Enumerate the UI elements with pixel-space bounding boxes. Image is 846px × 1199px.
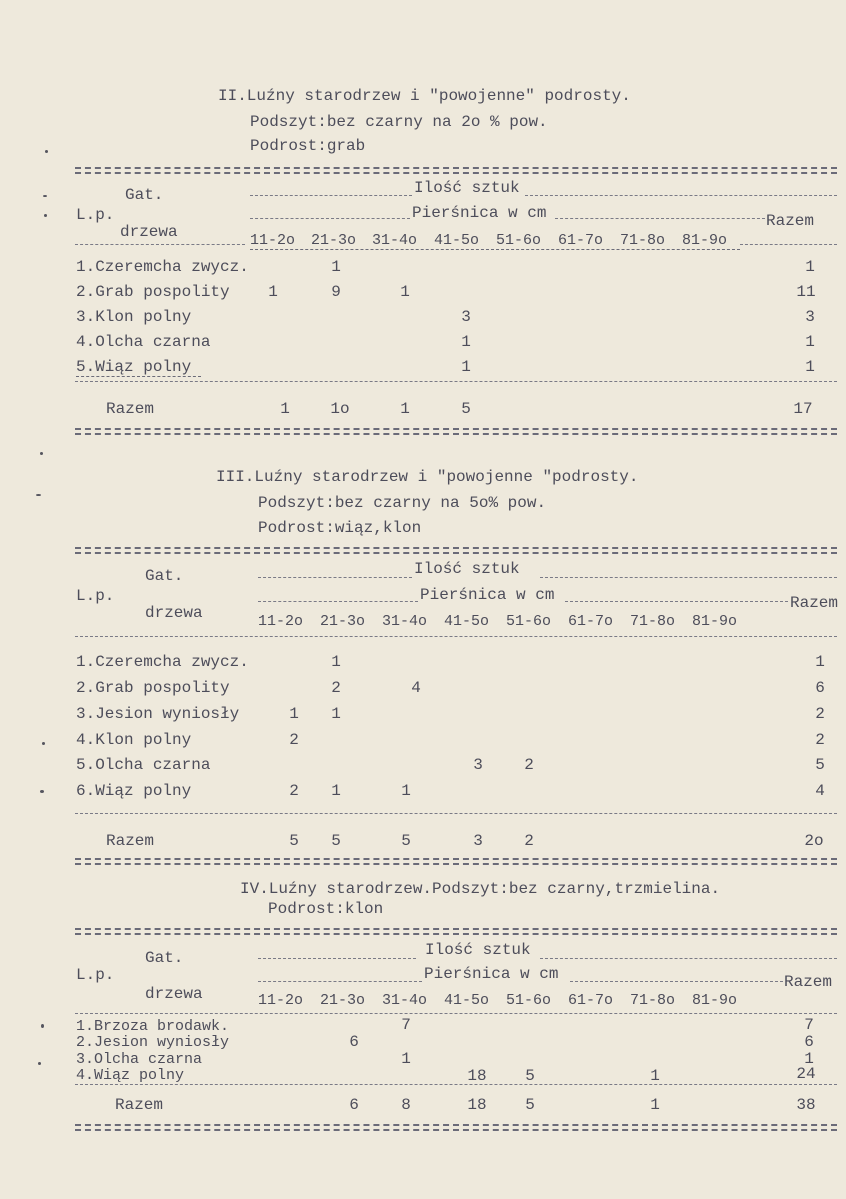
table-cell: 1 <box>331 782 341 800</box>
section-iii-podszyt: Podszyt:bez czarny na 5o% pow. <box>258 494 547 512</box>
section-ii-title: II.Luźny starodrzew i "powojenne" podrosty. <box>218 87 631 105</box>
header-class-7: 71-8o <box>630 613 676 630</box>
section-iii-podrost: Podrost:wiąz,klon <box>258 519 422 537</box>
table-row-name: 3.Jesion wyniosły <box>76 705 240 723</box>
table-row-name: 1.Czeremcha zwycz. <box>76 258 249 276</box>
header-gat: Gat. <box>125 186 164 204</box>
header-class-2: 21-3o <box>320 613 366 630</box>
header-razem: Razem <box>790 594 839 612</box>
header-class-8: 81-9o <box>692 613 738 630</box>
header-class-1: 11-2o <box>250 232 296 249</box>
table-cell-total: 1 <box>805 333 815 351</box>
table-cell: 1 <box>650 1067 660 1085</box>
table-cell-total: 24 <box>796 1065 816 1083</box>
header-class-5: 51-6o <box>506 613 552 630</box>
double-rule <box>75 167 837 174</box>
sum-cell: 1 <box>280 400 290 418</box>
header-gat: Gat. <box>145 949 184 967</box>
sum-cell: 5 <box>331 832 341 850</box>
table-cell-total: 1 <box>805 358 815 376</box>
sum-cell: 18 <box>467 1096 487 1114</box>
header-drzewa: drzewa <box>145 985 203 1003</box>
table-cell-total: 4 <box>815 782 825 800</box>
sum-label: Razem <box>106 400 155 418</box>
table-cell: 1 <box>401 1050 411 1068</box>
table-cell: 1 <box>461 333 471 351</box>
header-ilosc: Ilość sztuk <box>414 179 520 197</box>
double-rule <box>75 547 837 554</box>
ink-speck <box>44 214 47 217</box>
header-class-4: 41-5o <box>444 992 490 1009</box>
table-cell: 18 <box>467 1067 487 1085</box>
sum-label: Razem <box>106 832 155 850</box>
table-row-name: 3.Klon polny <box>76 308 192 326</box>
table-cell: 1 <box>268 283 278 301</box>
table-cell: 6 <box>349 1033 359 1051</box>
table-cell: 1 <box>400 283 410 301</box>
sum-cell: 2 <box>524 832 534 850</box>
double-rule <box>75 1124 837 1131</box>
table-cell: 3 <box>461 308 471 326</box>
table-cell: 1 <box>331 653 341 671</box>
sum-cell: 1o <box>330 400 350 418</box>
header-class-6: 61-7o <box>568 992 614 1009</box>
table-cell-total: 1 <box>805 258 815 276</box>
sum-cell: 3 <box>473 832 483 850</box>
table-cell-total: 1 <box>804 1050 814 1068</box>
header-class-8: 81-9o <box>692 992 738 1009</box>
table-cell-total: 5 <box>815 756 825 774</box>
table-cell: 3 <box>473 756 483 774</box>
header-gat: Gat. <box>145 567 184 585</box>
double-rule <box>75 928 837 935</box>
table-cell: 2 <box>289 731 299 749</box>
table-cell: 2 <box>524 756 534 774</box>
ink-speck <box>36 494 41 496</box>
sum-cell: 5 <box>525 1096 535 1114</box>
header-ilosc: Ilość sztuk <box>425 941 531 959</box>
header-class-2: 21-3o <box>320 992 366 1009</box>
header-lp: L.p. <box>76 587 115 605</box>
table-cell: 1 <box>331 705 341 723</box>
header-ilosc: Ilość sztuk <box>414 560 520 578</box>
table-cell-total: 6 <box>804 1033 814 1051</box>
ink-speck <box>38 1062 41 1065</box>
header-lp: L.p. <box>76 206 115 224</box>
header-class-2: 21-3o <box>311 232 357 249</box>
table-row-name: 2.Grab pospolity <box>76 679 230 697</box>
sum-cell: 1 <box>400 400 410 418</box>
table-cell-total: 7 <box>804 1016 814 1034</box>
table-cell-total: 11 <box>796 283 816 301</box>
header-class-4: 41-5o <box>434 232 480 249</box>
table-cell-total: 2 <box>815 705 825 723</box>
table-cell: 7 <box>401 1016 411 1034</box>
header-drzewa: drzewa <box>145 604 203 622</box>
header-class-5: 51-6o <box>496 232 542 249</box>
table-row-name: 4.Wiąz polny <box>76 1067 185 1084</box>
sum-label: Razem <box>115 1096 164 1114</box>
header-class-7: 71-8o <box>620 232 666 249</box>
table-row-name: 1.Brzoza brodawk. <box>76 1018 230 1035</box>
table-cell-total: 1 <box>815 653 825 671</box>
header-class-1: 11-2o <box>258 613 304 630</box>
header-class-8: 81-9o <box>682 232 728 249</box>
sum-cell: 5 <box>461 400 471 418</box>
table-cell-total: 6 <box>815 679 825 697</box>
header-class-4: 41-5o <box>444 613 490 630</box>
table-row-name: 2.Grab pospolity <box>76 283 230 301</box>
table-row-name: 4.Klon polny <box>76 731 192 749</box>
sum-cell: 1 <box>650 1096 660 1114</box>
table-row-name: 1.Czeremcha zwycz. <box>76 653 249 671</box>
header-class-3: 31-4o <box>372 232 418 249</box>
table-cell: 4 <box>411 679 421 697</box>
table-row-name: 3.Olcha czarna <box>76 1051 203 1068</box>
header-class-6: 61-7o <box>558 232 604 249</box>
sum-cell: 5 <box>289 832 299 850</box>
ink-speck <box>40 452 43 455</box>
sum-cell-total: 17 <box>793 400 813 418</box>
table-row-name: 4.Olcha czarna <box>76 333 211 351</box>
ink-speck <box>42 742 45 745</box>
header-class-3: 31-4o <box>382 992 428 1009</box>
section-ii-podszyt: Podszyt:bez czarny na 2o % pow. <box>250 113 548 131</box>
header-class-1: 11-2o <box>258 992 304 1009</box>
section-iii-title: III.Luźny starodrzew i "powojenne "podrosty. <box>216 468 639 486</box>
double-rule <box>75 858 837 865</box>
header-class-3: 31-4o <box>382 613 428 630</box>
table-cell: 1 <box>461 358 471 376</box>
table-cell: 2 <box>331 679 341 697</box>
sum-cell: 8 <box>401 1096 411 1114</box>
ink-speck <box>43 195 47 197</box>
table-cell: 1 <box>401 782 411 800</box>
section-iv-title: IV.Luźny starodrzew.Podszyt:bez czarny,trzmielina. <box>240 880 721 898</box>
header-lp: L.p. <box>76 966 115 984</box>
sum-cell: 5 <box>401 832 411 850</box>
header-piersnica: Pierśnica w cm <box>412 204 547 222</box>
table-row-name: 6.Wiąz polny <box>76 782 192 800</box>
section-ii-podrost: Podrost:grab <box>250 137 366 155</box>
table-cell: 9 <box>331 283 341 301</box>
table-row-name: 2.Jesion wyniosły <box>76 1034 230 1051</box>
ink-speck <box>45 150 48 153</box>
ink-speck <box>40 790 44 793</box>
table-row-name: 5.Olcha czarna <box>76 756 211 774</box>
sum-cell-total: 38 <box>796 1096 816 1114</box>
table-cell: 1 <box>289 705 299 723</box>
header-razem: Razem <box>784 973 833 991</box>
section-iv-podrost: Podrost:klon <box>268 900 384 918</box>
header-piersnica: Pierśnica w cm <box>424 965 559 983</box>
header-class-5: 51-6o <box>506 992 552 1009</box>
table-cell: 2 <box>289 782 299 800</box>
table-cell-total: 2 <box>815 731 825 749</box>
header-piersnica: Pierśnica w cm <box>420 586 555 604</box>
table-row-name: 5.Wiąz polny <box>76 358 192 376</box>
sum-cell-total: 2o <box>804 832 824 850</box>
table-cell: 5 <box>525 1067 535 1085</box>
header-drzewa: drzewa <box>120 223 178 241</box>
header-class-6: 61-7o <box>568 613 614 630</box>
sum-cell: 6 <box>349 1096 359 1114</box>
table-cell: 1 <box>331 258 341 276</box>
header-razem: Razem <box>766 212 815 230</box>
table-cell-total: 3 <box>805 308 815 326</box>
header-class-7: 71-8o <box>630 992 676 1009</box>
double-rule <box>75 428 837 435</box>
ink-speck <box>41 1024 44 1028</box>
